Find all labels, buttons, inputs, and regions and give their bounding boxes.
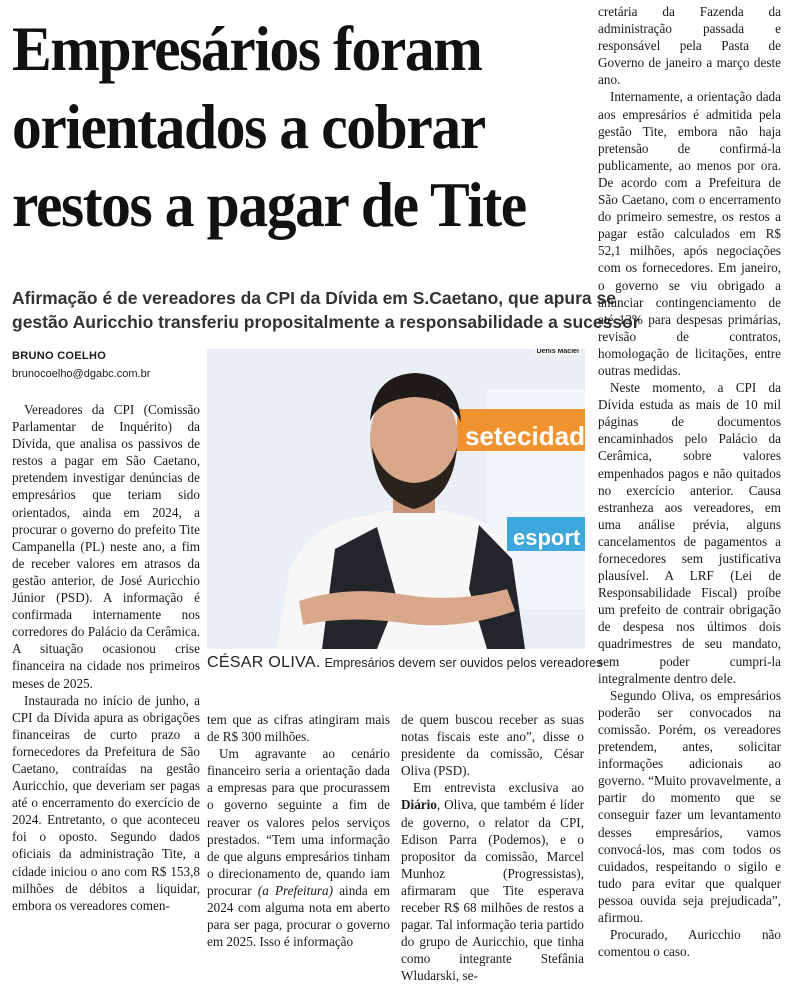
article-column-1 [12,401,200,914]
paragraph: tem que as cifras atingiram mais de R$ 300 milhões. [207,712,390,745]
photo-illustration [207,349,585,649]
photo-caption [207,654,603,672]
text-run-italic: (a Prefeitura) [257,882,334,898]
photo-sign-text: esport [513,525,581,550]
text-run: Um agravante ao cenário financeiro seria a orientação dada a empresas para que procurassem o governo seguinte a fim de reaver os valores pelos serviços prestados. “Tem uma informação de que alguns empresários tinham o direcionamento de, quando iam procurar [207,746,390,898]
article-column-3 [401,711,584,985]
paragraph: Procurado, Auricchio não comentou o caso. [598,927,781,960]
paragraph: Vereadores da CPI (Comissão Parlamentar de Inquérito) da Dívida, que analisa os passivos de restos a pagar em São Caetano, pretendem investigar denúncias de empresários que teriam sido orientados, ainda em 2024, a procurar o governo do prefeito Tite Campanella (PL) neste ano, a fim de receber valores em atrasos da gestão anterior, de José Auricchio Júnior (PSD). A informação é confirmada internamente nos corredores do Palácio da Cerâmica. A situação ocasionou crise financeira na cidade nos primeiros meses de 2025. [12,402,200,691]
headline-line: Empresários foram [12,13,482,84]
paragraph [401,779,584,984]
text-run: Em entrevista exclusiva ao [413,780,584,796]
headline-line: restos a pagar de Tite [12,169,526,240]
author-email[interactable]: brunocoelho@dgabc.com.br [12,368,151,380]
paragraph: Internamente, a orientação dada aos empresários é admitida pela gestão Tite, embora não haja pretensão de confirmá-la publicamente, ao menos por ora. De acordo com a Prefeitura de São Caetano, com o encerramento do primeiro semestre, os restos a pagar estão calculados em R$ 52,1 milhões, após negociações com os fornecedores. Em janeiro, o governo se viu obrigado a anunciar contingenciamento de até 12% para despesas primárias, revisão de contratos, homologação de licitações, entre outras medidas. [598,89,781,378]
text-run: , Oliva, que também é líder de governo, o relator da CPI, Edison Parra (Podemos), e o propositor da comissão, Marcel Munhoz (Progressistas), afirmaram que Tite esperava receber R$ 68 milhões de restos a pagar. Tal informação teria partido do grupo de Auricchio, que tinha como integrante Stefânia Wludarski, se- [401,797,584,984]
caption-name: CÉSAR OLIVA. [207,654,321,671]
article-column-2 [207,711,390,950]
photo-credit: Denis Maciel [536,349,579,355]
article-column-4 [598,3,781,960]
paragraph [207,745,390,950]
article-photo [207,349,585,649]
subhead-line: Afirmação é de vereadores da CPI da Dívida em S.Caetano, que apura se [12,288,616,308]
headline [12,10,551,244]
paragraph: Neste momento, a CPI da Dívida estuda as mais de 10 mil páginas de documentos encaminhados pelo Palácio da Cerâmica, sobre valores empenhados pagos e não quitados no exercício anterior. Causa estranheza aos vereadores, em uma análise prévia, alguns cancelamentos de pagamentos a fornecedores sem justificativa plausível. A LRF (Lei de Responsabilidade Fiscal) proíbe um prefeito de contrair obrigação de despesa nos últimos dois quadrimestres de seu mandato, sem poder cumpri-la integralmente dentro dele. [598,380,781,686]
text-run-bold: Diário [401,797,437,813]
paragraph: cretária da Fazenda da administração passada e responsável pela Pasta de Governo de janeiro a março deste ano. [598,4,781,88]
paragraph: Instaurada no início de junho, a CPI da Dívida apura as obrigações financeiras de curto prazo a fornecedores da Prefeitura de São Caetano, contraídas na gestão Auricchio, que deveriam ser pagas até o encerramento do exercício de 2024. Entretanto, o que aconteceu foi o oposto. Segundo dados oficiais da administração Tite, a cidade iniciou o ano com R$ 153,8 milhões de débitos a liquidar, embora os vereadores comen- [12,692,200,913]
paragraph: Segundo Oliva, os empresários poderão ser convocados na comissão. Porém, os vereadores pretendem, antes, solicitar informações adicionais ao governo. “Muito provavelmente, a partir do momento que se conseguir fazer um levantamento desses empresários, vamos convocá-los, mas com todos os cuidados, respeitando o sigilo e tudo para evitar que qualquer pessoa ouvida seja prejudicada”, afirmou. [598,687,781,925]
paragraph: de quem buscou receber as suas notas fiscais este ano”, disse o presidente da comissão, César Oliva (PSD). [401,712,584,779]
photo-sign-text: setecidad [465,421,585,451]
byline [12,350,202,380]
author-name: BRUNO COELHO [12,350,107,362]
headline-line: orientados a cobrar [12,91,485,162]
subheadline [12,286,640,334]
caption-text: Empresários devem ser ouvidos pelos vereadores [324,656,603,670]
text-run: ainda em 2024 com alguma nota em aberto para ser paga, procurar o governo em 2025. Isso é informação [207,882,390,950]
subhead-line: gestão Auricchio transferiu propositalmente a responsabilidade a sucessor [12,312,640,332]
